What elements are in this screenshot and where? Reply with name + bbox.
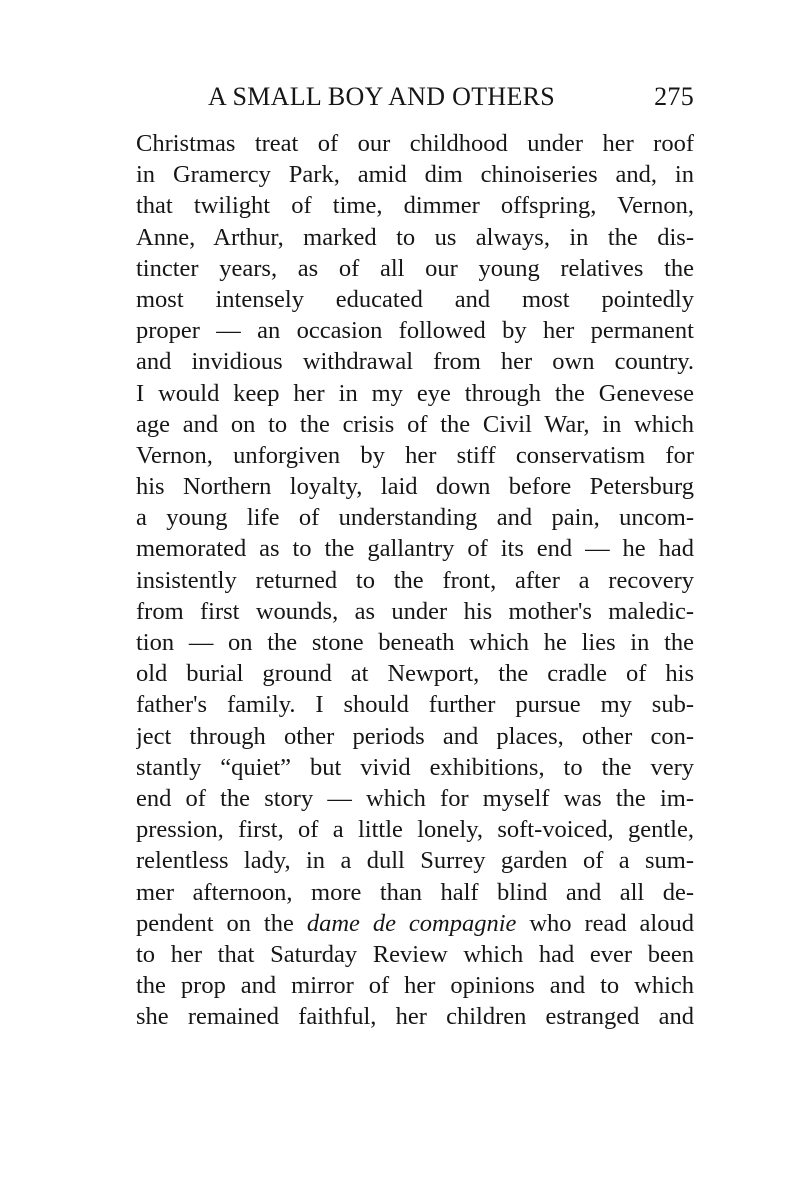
text-line: end of the story — which for myself was the im- bbox=[136, 784, 694, 812]
text-line: old burial ground at Newport, the cradle of his bbox=[136, 660, 694, 688]
text-line-with-italic bbox=[136, 908, 694, 939]
body-text bbox=[136, 128, 694, 1032]
text-line: most intensely educated and most pointedly bbox=[136, 285, 694, 313]
text-line: tion — on the stone beneath which he lies in the bbox=[136, 629, 694, 656]
text-line: in Gramercy Park, amid dim chinoiseries and, in bbox=[136, 161, 694, 189]
running-head-title: A SMALL BOY AND OTHERS bbox=[208, 82, 556, 111]
text-line: insistently returned to the front, after a recovery bbox=[136, 566, 694, 594]
text-segment: pendent on the bbox=[136, 909, 307, 937]
text-line: relentless lady, in a dull Surrey garden of a sum- bbox=[136, 847, 694, 875]
text-line: she remained faithful, her children estranged and bbox=[136, 1003, 694, 1031]
text-line: Vernon, unforgiven by her stiff conservatism for bbox=[136, 441, 694, 469]
running-head bbox=[136, 82, 694, 116]
text-line: ject through other periods and places, other con- bbox=[136, 722, 694, 750]
text-line: that twilight of time, dimmer offspring, Vernon, bbox=[136, 192, 694, 220]
page-number: 275 bbox=[654, 82, 694, 111]
text-line: I would keep her in my eye through the Genevese bbox=[136, 379, 694, 407]
text-segment: who read aloud bbox=[516, 909, 694, 937]
text-line: proper — an occasion followed by her permanent bbox=[136, 317, 694, 345]
text-line: age and on to the crisis of the Civil War, in which bbox=[136, 410, 694, 438]
text-line: Anne, Arthur, marked to us always, in the dis- bbox=[136, 223, 694, 251]
italic-phrase: dame de compagnie bbox=[306, 909, 517, 937]
text-line: to her that Saturday Review which had ever been bbox=[136, 940, 694, 968]
text-line: mer afternoon, more than half blind and all de- bbox=[136, 878, 694, 906]
text-line: father's family. I should further pursue my sub- bbox=[136, 691, 694, 719]
text-line: tincter years, as of all our young relatives the bbox=[136, 254, 694, 282]
text-line: his Northern loyalty, laid down before Petersburg bbox=[136, 473, 694, 501]
text-line: stantly “quiet” but vivid exhibitions, to the very bbox=[136, 753, 694, 781]
text-line: pression, first, of a little lonely, soft-voiced, gentle, bbox=[136, 816, 694, 844]
text-line: from first wounds, as under his mother's maledic- bbox=[136, 597, 694, 625]
text-line: a young life of understanding and pain, uncom- bbox=[136, 504, 694, 532]
text-line: memorated as to the gallantry of its end — he had bbox=[136, 535, 694, 563]
text-line: Christmas treat of our childhood under her roof bbox=[136, 130, 694, 157]
text-line: the prop and mirror of her opinions and to which bbox=[136, 972, 694, 1000]
text-line: and invidious withdrawal from her own country. bbox=[136, 348, 694, 376]
